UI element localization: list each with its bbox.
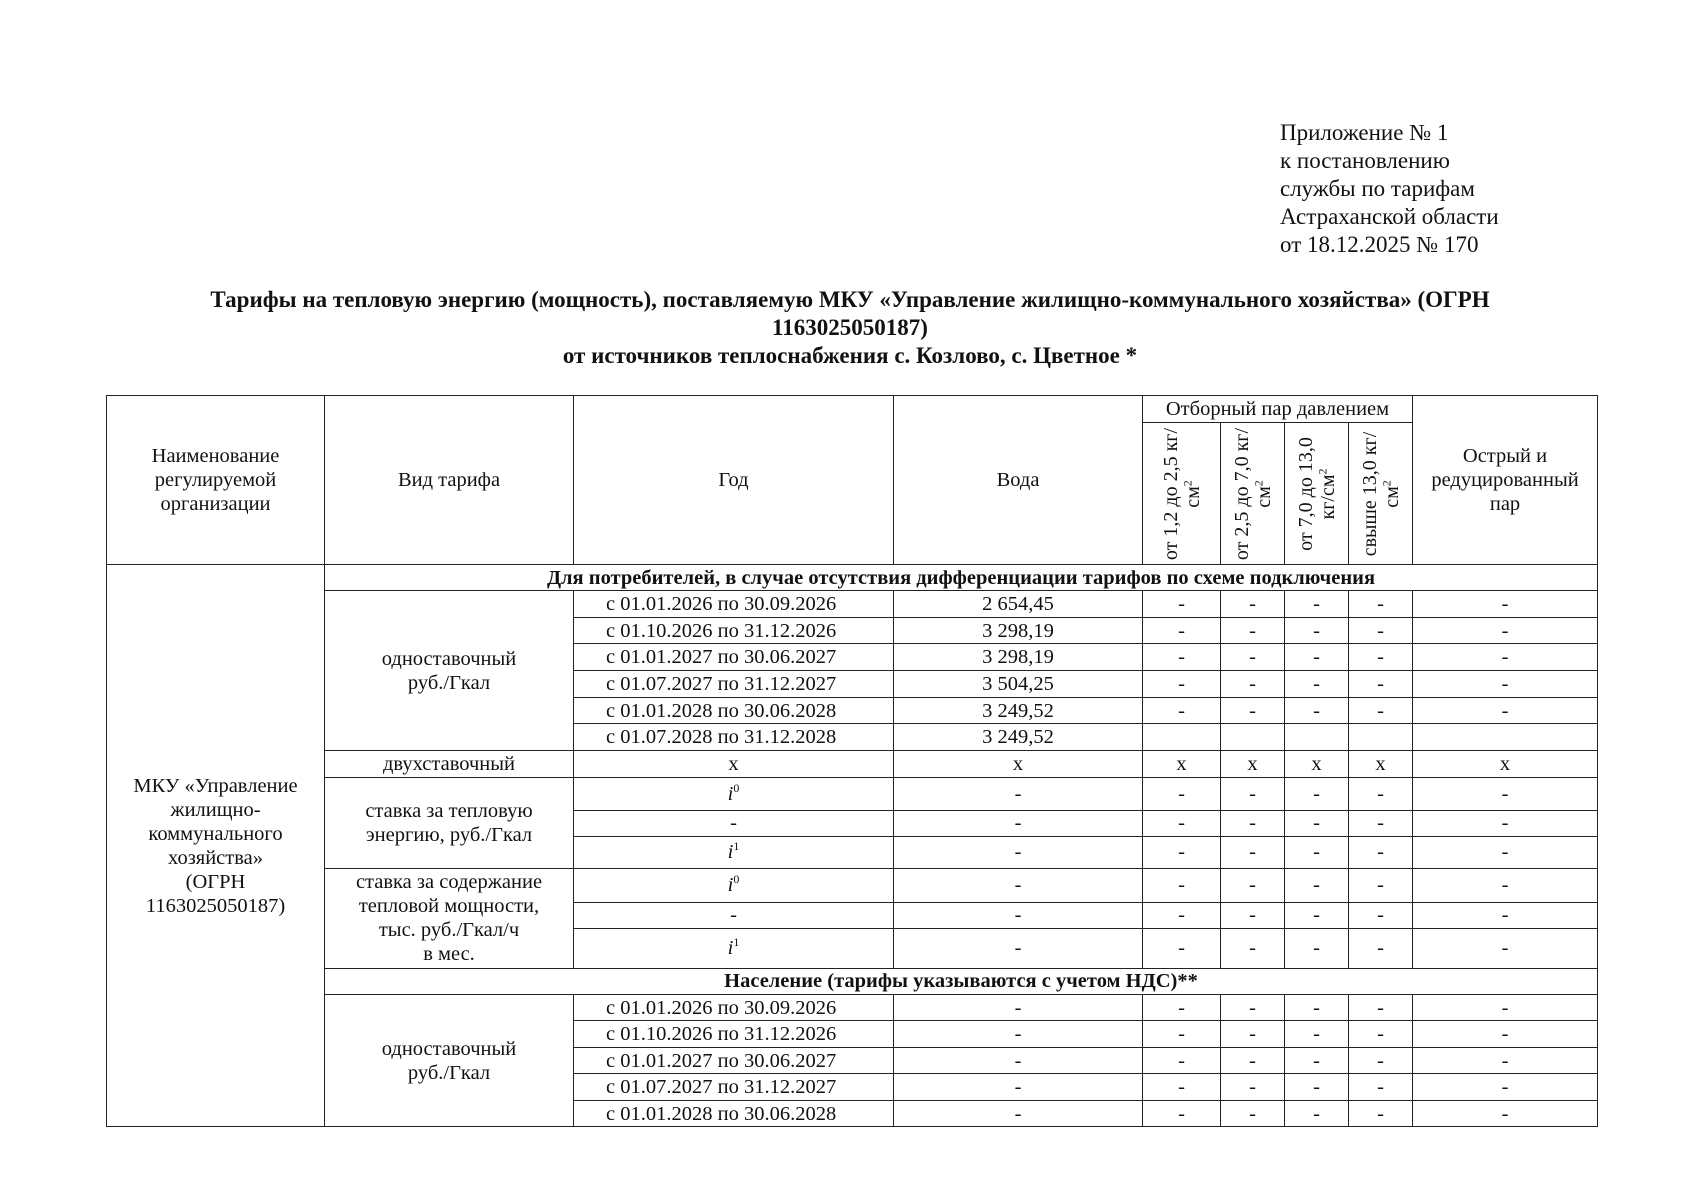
table-cell: - [1221,902,1285,928]
table-cell: 3 298,19 [894,617,1143,644]
section-consumers: Для потребителей, в случае отсутствия дифференциации тарифов по схеме подключения [325,565,1598,591]
organization-cell [107,565,325,1127]
table-cell: - [1413,1021,1598,1048]
header-sharp-steam: Острый и редуцированный пар [1413,396,1598,565]
table-cell: - [1349,868,1413,902]
table-cell: - [894,1100,1143,1127]
cell-text: хозяйства» [167,846,264,869]
table-cell: x [1285,751,1349,778]
cell-text: энергию, руб./Гкал [365,823,533,846]
table-cell: - [1221,868,1285,902]
table-cell: - [1413,777,1598,810]
title-line: Тарифы на тепловую энергию (мощность), поставляемую МКУ «Управление жилищно-коммунального хозяйства» (ОГРН [210,287,1490,312]
single-rate-label [325,591,574,751]
appendix-line: Астраханской области [1280,204,1499,229]
cell-text: 1163025050187) [145,894,286,917]
header-pressure-2 [1221,423,1285,565]
title-line: 1163025050187) [772,315,928,340]
table-cell: - [894,994,1143,1021]
table-cell: - [894,868,1143,902]
table-cell: - [1285,1074,1349,1101]
cell-text: ставка за тепловую [365,799,533,822]
table-cell: с 01.01.2028 по 30.06.2028 [574,697,894,724]
table-cell: - [1221,617,1285,644]
table-cell: - [1349,810,1413,836]
cell-text: в мес. [423,943,475,966]
table-cell: - [1221,928,1285,968]
table-cell: с 01.07.2027 по 31.12.2027 [574,671,894,698]
table-cell: - [1413,1074,1598,1101]
document-title [100,286,1600,370]
cell-text: 0 [733,780,740,795]
table-cell [574,928,894,968]
table-cell: x [1349,751,1413,778]
table-cell: - [1413,810,1598,836]
table-cell: с 01.01.2026 по 30.09.2026 [574,994,894,1021]
table-cell: - [1221,836,1285,868]
table-cell: - [894,836,1143,868]
pressure-2-label: от 2,5 до 7,0 кг/см [1230,427,1275,560]
table-cell: - [1349,777,1413,810]
table-cell: - [894,810,1143,836]
cell-text [1295,424,1339,564]
cell-text: i [727,937,734,960]
table-cell: - [1285,671,1349,698]
table-cell: с 01.01.2026 по 30.09.2026 [574,591,894,618]
energy-rate-label [325,777,574,868]
table-cell: x [894,751,1143,778]
table-cell: 3 298,19 [894,644,1143,671]
table-cell: - [1413,836,1598,868]
table-cell: - [1143,591,1221,618]
table-cell: - [1143,810,1221,836]
table-cell: - [1143,617,1221,644]
table-cell: - [1349,1100,1413,1127]
table-cell [574,836,894,868]
cell-text: 2 [1250,479,1265,486]
table-cell: - [1143,644,1221,671]
table-cell: - [1143,902,1221,928]
cell-text: i [727,841,734,864]
table-cell: - [1349,697,1413,724]
header-steam-group: Отборный пар давлением [1143,396,1413,423]
table-cell: - [1143,1100,1221,1127]
appendix-block [1280,119,1499,259]
cell-text [1160,424,1204,564]
table-row [107,994,1598,1021]
table-cell: - [1413,1047,1598,1074]
table-cell: - [1349,928,1413,968]
header-pressure-4 [1349,423,1413,565]
table-cell: - [1413,994,1598,1021]
table-cell: - [894,1021,1143,1048]
table-cell: 3 504,25 [894,671,1143,698]
table-row [107,591,1598,618]
table-cell: 3 249,52 [894,697,1143,724]
cell-text: 0 [733,872,740,887]
header-year: Год [574,396,894,565]
table-cell: - [1143,868,1221,902]
cell-text: руб./Гкал [407,671,491,694]
table-cell: с 01.10.2026 по 31.12.2026 [574,1021,894,1048]
section-row [107,968,1598,994]
table-cell: - [1285,777,1349,810]
two-rate-label: двухставочный [325,751,574,778]
cell-text: МКУ «Управление [133,774,298,797]
table-cell: - [1413,902,1598,928]
table-cell: - [1285,1100,1349,1127]
table-cell: 2 654,45 [894,591,1143,618]
table-cell [1221,724,1285,751]
table-cell: - [1349,902,1413,928]
table-cell: - [1413,671,1598,698]
table-cell: с 01.10.2026 по 31.12.2026 [574,617,894,644]
table-cell: - [1143,777,1221,810]
table-cell: - [1221,777,1285,810]
table-cell: - [1221,671,1285,698]
header-pressure-3 [1285,423,1349,565]
appendix-line: службы по тарифам [1280,176,1475,201]
cell-text: i [727,874,734,897]
table-cell: x [1221,751,1285,778]
table-cell: - [1349,836,1413,868]
cell-text: 1 [733,839,740,854]
table-cell: с 01.07.2027 по 31.12.2027 [574,1074,894,1101]
title-line: от источников теплоснабжения с. Козлово, с. Цветное * [562,343,1138,368]
table-cell [1413,724,1598,751]
table-cell: - [894,902,1143,928]
table-cell: - [1285,810,1349,836]
table-cell: - [1221,1074,1285,1101]
cell-text: тыс. руб./Гкал/ч [378,919,520,942]
table-cell: - [1349,591,1413,618]
header-pressure-1 [1143,423,1221,565]
table-cell: x [1413,751,1598,778]
table-cell [1143,724,1221,751]
table-cell: - [1285,928,1349,968]
table-cell: - [894,928,1143,968]
table-cell: - [894,1074,1143,1101]
cell-text [1231,424,1275,564]
cell-text: ставка за содержание [355,871,543,894]
table-cell: - [894,777,1143,810]
table-cell: - [1285,836,1349,868]
table-cell: - [1143,671,1221,698]
table-cell: - [1143,836,1221,868]
appendix-line: от 18.12.2025 № 170 [1280,232,1479,257]
table-cell [1349,724,1413,751]
table-cell: - [1143,994,1221,1021]
table-cell: 3 249,52 [894,724,1143,751]
section-population: Население (тарифы указываются с учетом НДС)** [325,968,1598,994]
cell-text: (ОГРН [185,870,246,893]
table-cell: - [1285,617,1349,644]
table-cell: - [1221,644,1285,671]
cell-text: 2 [1314,468,1329,474]
capacity-rate-label [325,868,574,968]
table-cell: - [1143,1021,1221,1048]
tariff-table [106,395,1598,1127]
table-cell: - [1221,591,1285,618]
table-row [107,777,1598,810]
table-cell: - [1285,1021,1349,1048]
table-cell: - [1221,810,1285,836]
header-tariff-type: Вид тарифа [325,396,574,565]
table-cell: - [1221,1100,1285,1127]
table-cell [1285,724,1349,751]
table-cell: - [1413,1100,1598,1127]
table-cell: - [1285,868,1349,902]
cell-text: одноставочный [381,1037,517,1060]
pressure-3-label: от 7,0 до 13,0 кг/см [1294,436,1339,551]
appendix-line: к постановлению [1280,148,1450,173]
table-cell: с 01.01.2027 по 30.06.2027 [574,644,894,671]
table-cell: - [1221,994,1285,1021]
table-cell: - [1413,617,1598,644]
table-row [107,868,1598,902]
table-cell: - [1143,1047,1221,1074]
cell-text: 1 [733,935,740,950]
table-cell: - [1221,697,1285,724]
two-rate-row [107,751,1598,778]
cell-text: i [727,782,734,805]
table-cell: - [574,810,894,836]
table-cell: - [1143,697,1221,724]
cell-text: тепловой мощности, [358,895,540,918]
cell-text: коммунального [148,822,283,845]
cell-text: 2 [1179,479,1194,486]
table-cell: - [1221,1021,1285,1048]
table-cell: - [1221,1047,1285,1074]
population-single-rate-label [325,994,574,1127]
cell-text: руб./Гкал [407,1061,491,1084]
table-cell [574,777,894,810]
table-cell: с 01.01.2028 по 30.06.2028 [574,1100,894,1127]
table-cell: - [1349,1074,1413,1101]
table-cell: - [1413,868,1598,902]
cell-text: жилищно- [170,798,261,821]
table-cell: - [1285,994,1349,1021]
table-cell: x [574,751,894,778]
table-cell: - [1349,617,1413,644]
table-cell: - [574,902,894,928]
table-cell: - [1413,928,1598,968]
table-cell [574,868,894,902]
table-cell: - [1349,994,1413,1021]
table-cell: - [1285,902,1349,928]
table-cell: - [1285,591,1349,618]
table-cell: с 01.07.2028 по 31.12.2028 [574,724,894,751]
table-cell: - [1349,1047,1413,1074]
table-cell: - [1285,697,1349,724]
pressure-1-label: от 1,2 до 2,5 кг/см [1159,427,1204,560]
table-cell: - [1143,928,1221,968]
appendix-line: Приложение № 1 [1280,120,1449,145]
table-cell: - [1349,644,1413,671]
section-row [107,565,1598,591]
pressure-4-label: свыше 13,0 кг/см [1358,431,1403,556]
cell-text [1359,424,1403,564]
table-cell: - [1285,1047,1349,1074]
table-header-row [107,396,1598,423]
table-cell: - [1413,591,1598,618]
header-water: Вода [894,396,1143,565]
header-org: Наименование регулируемой организации [107,396,325,565]
table-cell: - [1285,644,1349,671]
table-cell: с 01.01.2027 по 30.06.2027 [574,1047,894,1074]
table-cell: - [1349,671,1413,698]
table-cell: - [1413,644,1598,671]
table-cell: - [1349,1021,1413,1048]
table-cell: x [1143,751,1221,778]
table-cell: - [894,1047,1143,1074]
table-cell: - [1413,697,1598,724]
cell-text: одноставочный [381,647,517,670]
cell-text: 2 [1378,479,1393,486]
table-cell: - [1143,1074,1221,1101]
